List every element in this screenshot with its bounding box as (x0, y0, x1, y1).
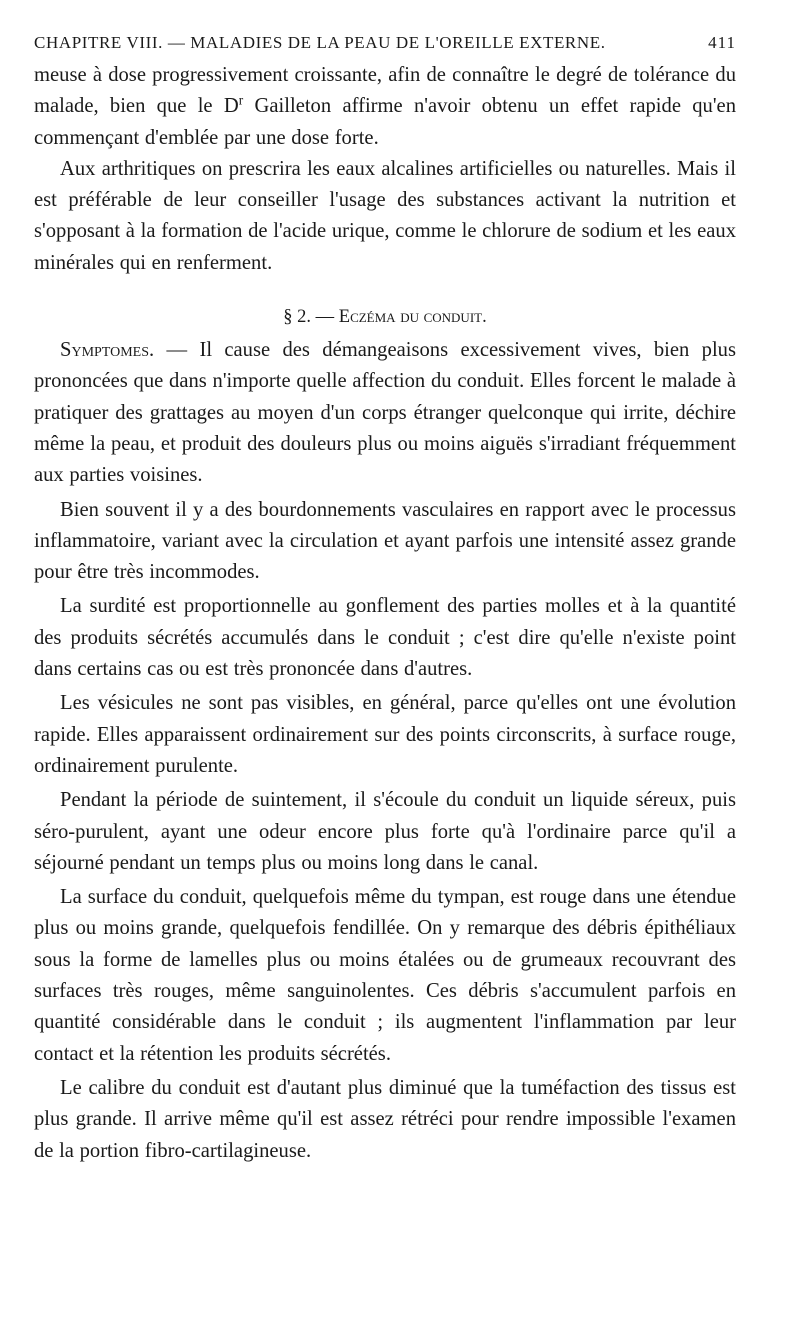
superscript: r (238, 92, 244, 108)
paragraph-text: — Il cause des démangeaisons excessivement vives, bien plus prononcées que dans n'importe quelle affection du conduit. Elles forcent le malade à pratiquer des grattages au moyen d'un corps étranger quelconque qui irrite, déchire même la peau, et produit des douleurs plus ou moins aiguës s'irradiant fréquemment aux parties voisines. (34, 339, 736, 487)
running-title: CHAPITRE VIII. — MALADIES DE LA PEAU DE L'OREILLE EXTERNE. (34, 33, 606, 52)
section-title: Eczéma du conduit. (338, 307, 487, 328)
page-number: 411 (708, 33, 736, 52)
paragraph-vesicules: Les vésicules ne sont pas visibles, en général, parce qu'elles ont une évolution rapide. Elles apparaissent ordinairement sur des points circonscrits, à surface rouge, ordinairement purulente. (34, 692, 736, 777)
paragraph-text: meuse à dose progressivement croissante, afin de connaître le degré de tolérance du malade, bien que le D (34, 64, 736, 118)
paragraph-symptomes (34, 335, 736, 491)
paragraph-calibre: Le calibre du conduit est d'autant plus diminué que la tuméfaction des tissus est plus grande. Il arrive même qu'il est assez rétréci pour rendre impossible l'examen de la portion fibro-cartilagineuse. (34, 1076, 736, 1162)
book-page (34, 26, 736, 1167)
paragraph-suintement: Pendant la période de suintement, il s'écoule du conduit un liquide séreux, puis séro-purulent, ayant une odeur encore plus forte qu'à l'ordinaire parce qu'il a séjourné pendant un temps plus ou moins long dans le canal. (34, 789, 736, 874)
running-head (34, 26, 736, 60)
paragraph-surface: La surface du conduit, quelquefois même du tympan, est rouge dans une étendue plus ou moins grande, quelquefois fendillée. On y remarque des débris épithéliaux sous la forme de lamelles plus ou moins étalées ou de grumeaux recouvrant des surfaces très rouges, même sanguinolentes. Ces débris s'accumulent parfois en quantité considérable dans le conduit ; ils augmentent l'inflammation par leur contact et la rétention les produits sécrétés. (34, 886, 736, 1065)
paragraph-bourdonnements: Bien souvent il y a des bourdonnements vasculaires en rapport avec le processus inflammatoire, variant avec la circulation et ayant parfois une intensité assez grande pour être très incommodes. (34, 498, 736, 584)
paragraph-text: Gailleton affirme n'avoir obtenu un effet rapide qu'en commençant d'emblée par une dose forte. (34, 95, 736, 149)
paragraph-surdite: La surdité est proportionnelle au gonflement des parties molles et à la quantité des produits sécrétés accumulés dans le conduit ; c'est dire qu'elle n'existe point dans certains cas ou est très prononcée dans d'autres. (34, 595, 736, 681)
paragraph-arthritiques: Aux arthritiques on prescrira les eaux alcalines artificielles ou naturelles. Mais il est préférable de leur conseiller l'usage des substances activant la nutrition et s'opposant à la formation de l'acide urique, comme le chlorure de sodium et les eaux minérales qui en renferment. (34, 157, 736, 274)
section-number: § 2. — (283, 307, 339, 328)
section-heading (34, 302, 736, 333)
paragraph-lead: Symptomes. (60, 339, 155, 362)
paragraph-continued (34, 60, 736, 154)
